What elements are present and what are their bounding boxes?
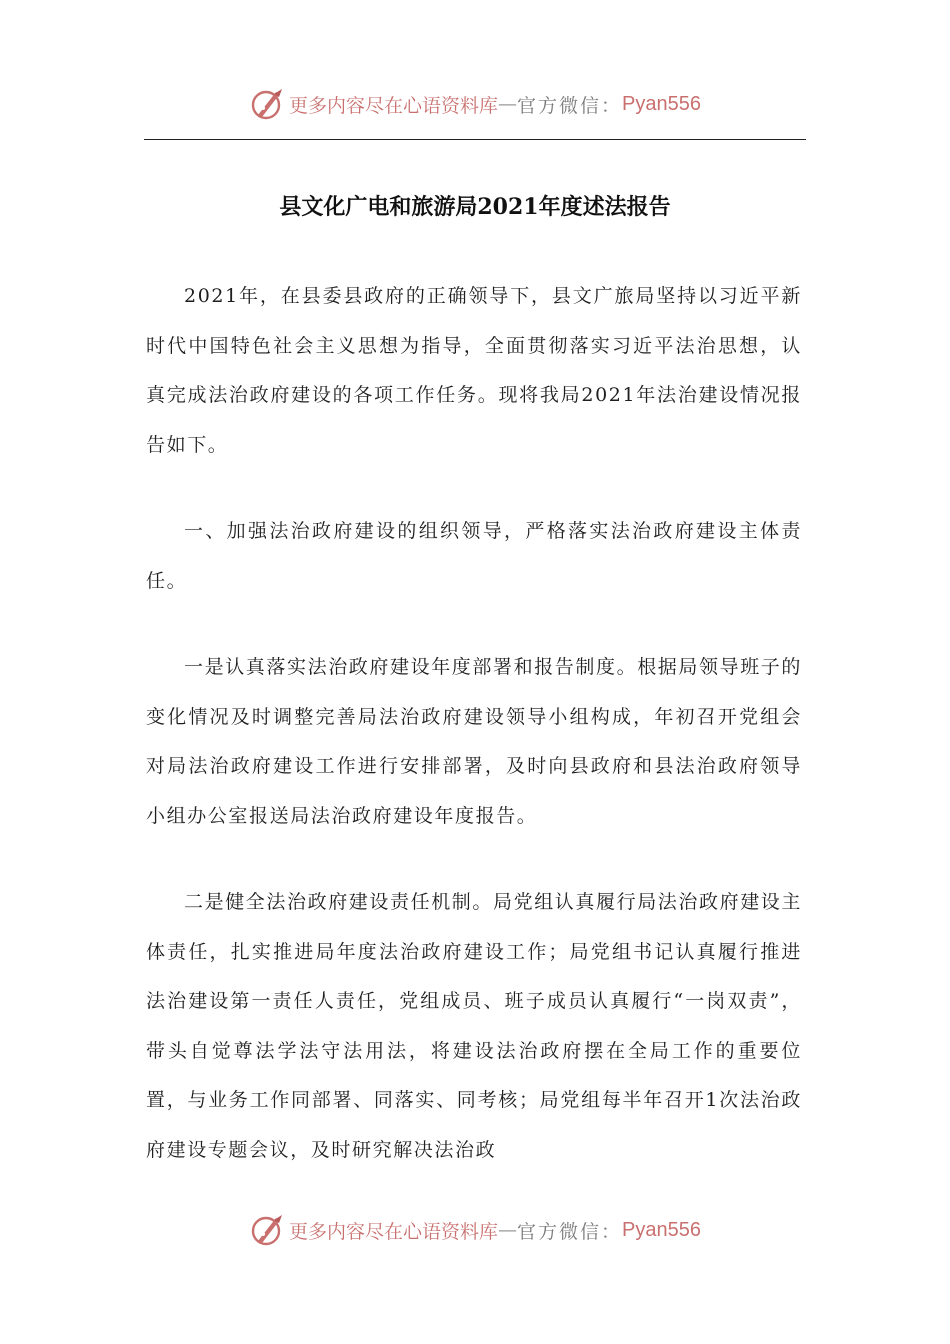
paragraph-point-two: 二是健全法治政府建设责任机制。局党组认真履行局法治政府建设主体责任，扎实推进局年度法治政府建设工作；局党组书记认真履行推进法治建设第一责任人责任，党组成员、班子成员认真履行“一岗双责”，带头自觉尊法学法守法用法，将建设法治政府摆在全局工作的重要位置，与业务工作同部署、同落实、同考核；局党组每半年召开1次法治政府建设专题会议，及时研究解决法治政 — [146, 891, 803, 1161]
banner-wechat-id: Pyan556 — [622, 1218, 701, 1241]
header-banner — [0, 82, 950, 126]
paragraph-point-one: 一是认真落实法治政府建设年度部署和报告制度。根据局领导班子的变化情况及时调整完善局法治政府建设领导小组构成，年初召开党组会对局法治政府建设工作进行安排部署，及时向县政府和县法治政府领导小组办公室报送局法治政府建设年度报告。 — [146, 656, 803, 827]
header-divider — [144, 139, 806, 140]
banner-separator: — — [498, 1219, 518, 1241]
banner-wechat-id: Pyan556 — [622, 92, 701, 115]
banner-wechat-label: 官方微信： — [517, 94, 623, 117]
quill-pen-logo-icon — [249, 86, 285, 122]
banner-wechat-label: 官方微信： — [517, 1220, 623, 1243]
banner-brand-text: 更多内容尽在心语资料库 — [289, 1220, 499, 1243]
document-title: 县文化广电和旅游局2021年度述法报告 — [279, 194, 671, 220]
paragraph-intro: 2021年，在县委县政府的正确领导下，县文广旅局坚持以习近平新时代中国特色社会主义思想为指导，全面贯彻落实习近平法治思想，认真完成法治政府建设的各项工作任务。现将我局2021年法治建设情况报告如下。 — [146, 285, 802, 456]
banner-separator: — — [498, 93, 518, 115]
footer-banner — [0, 1208, 950, 1252]
document-body — [146, 272, 802, 1175]
paragraph-gap — [146, 606, 802, 643]
paragraph-gap — [146, 470, 802, 507]
quill-pen-logo-icon — [249, 1212, 285, 1248]
banner-brand-text: 更多内容尽在心语资料库 — [289, 94, 499, 117]
paragraph-section-heading: 一、加强法治政府建设的组织领导，严格落实法治政府建设主体责任。 — [146, 520, 802, 592]
paragraph-gap — [146, 841, 802, 878]
